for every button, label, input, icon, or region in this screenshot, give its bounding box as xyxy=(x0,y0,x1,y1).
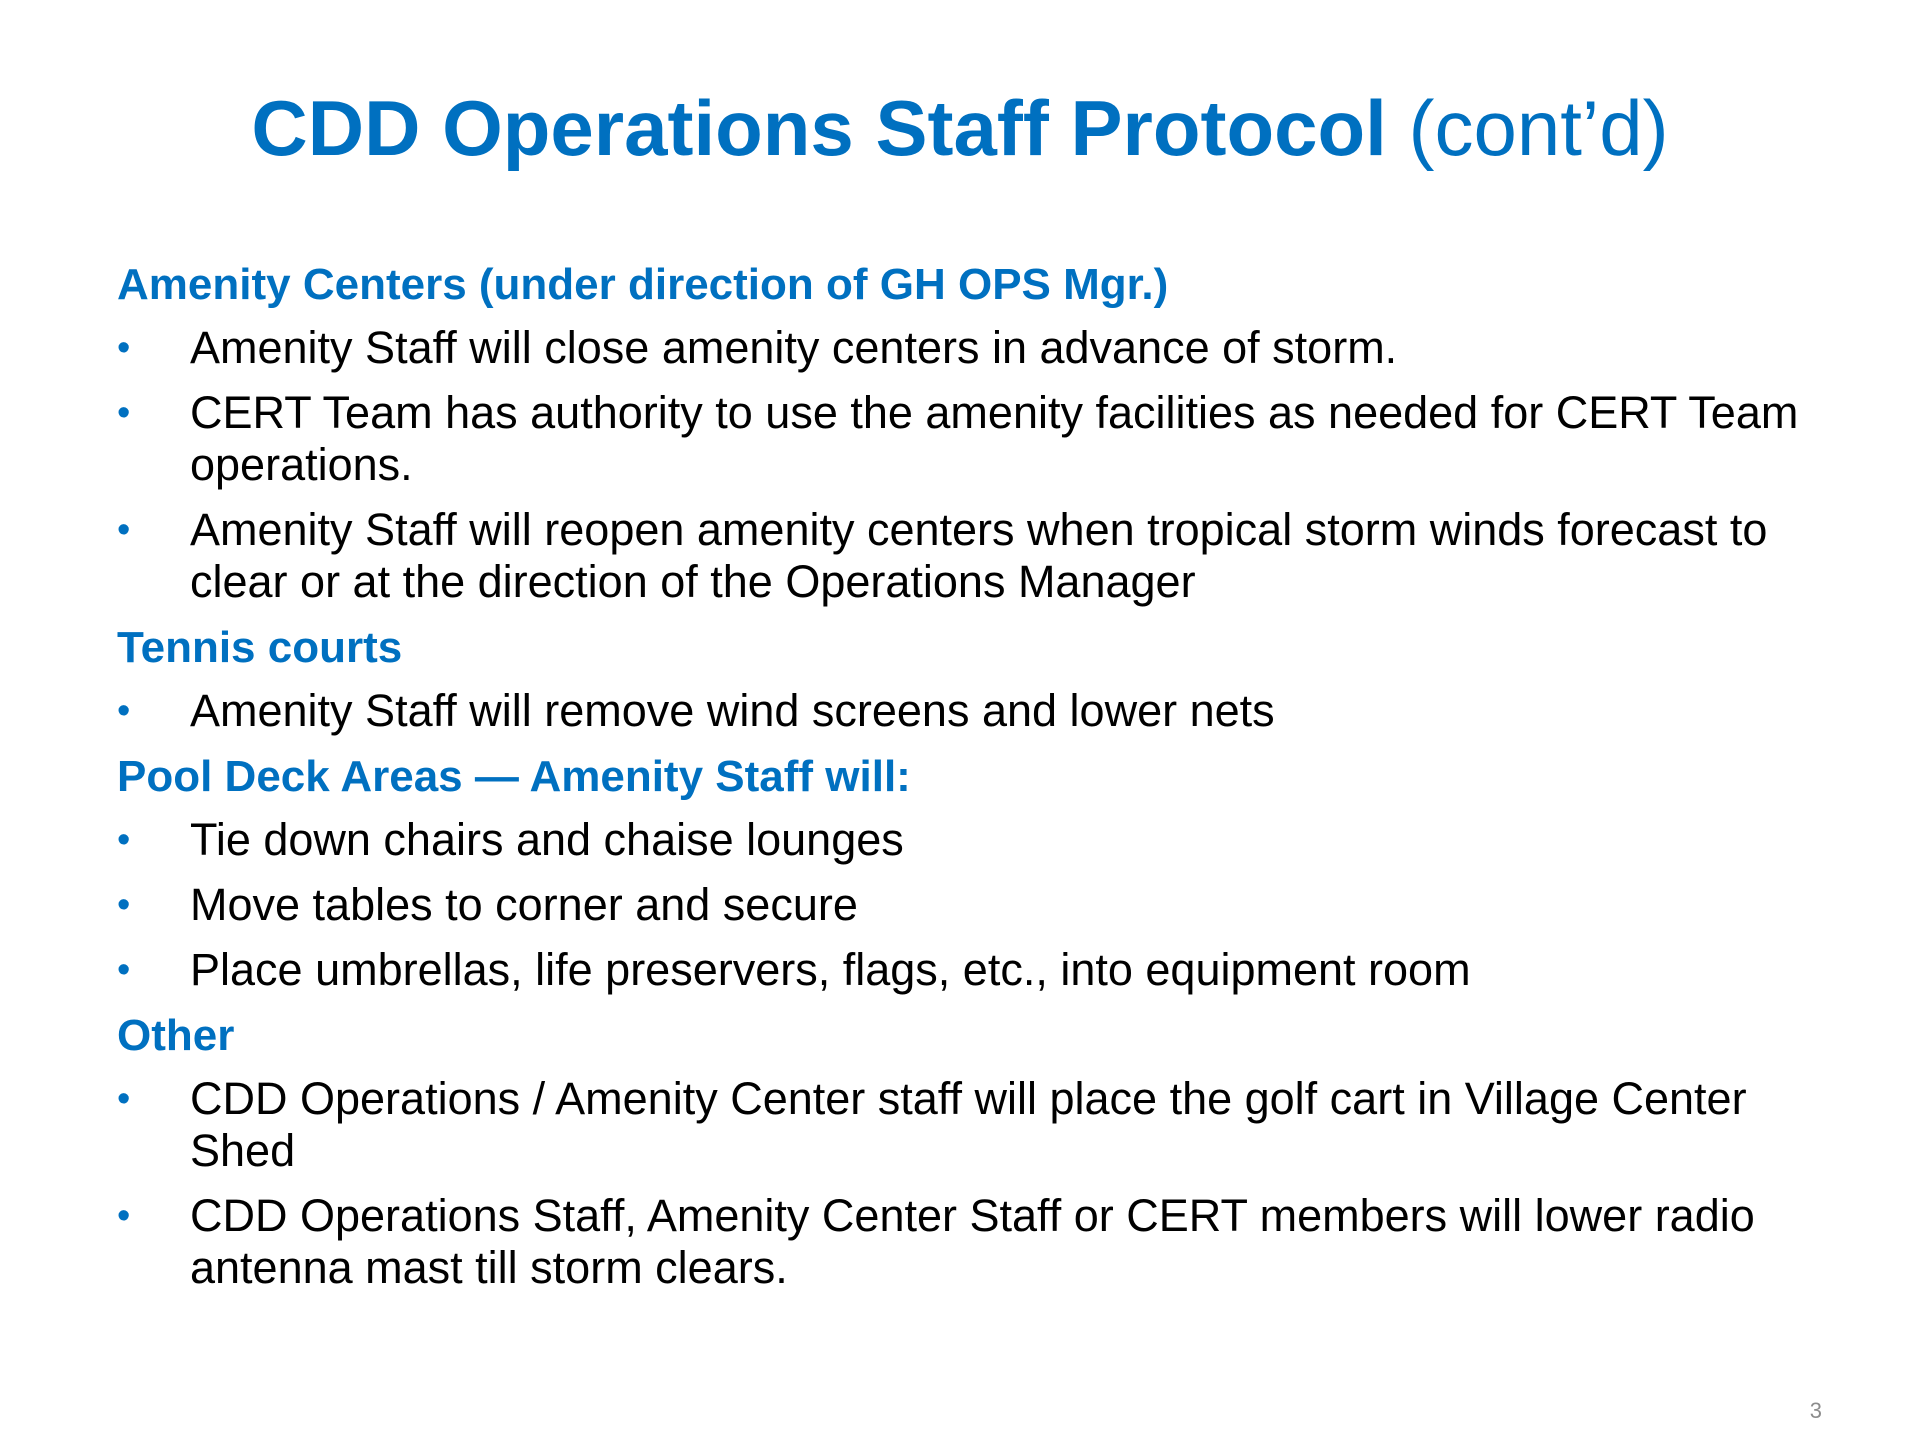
bullet-item xyxy=(117,1073,1817,1177)
bullet-text: CDD Operations / Amenity Center staff will place the golf cart in Village Center Shed xyxy=(190,1073,1747,1176)
slide-title-main: CDD Operations Staff Protocol xyxy=(251,84,1387,172)
bullet-text: CERT Team has authority to use the amenity facilities as needed for CERT Team operations. xyxy=(190,387,1799,490)
bullet-item xyxy=(117,1190,1817,1294)
bullet-item xyxy=(117,322,1817,374)
bullet-list xyxy=(117,1073,1817,1294)
bullet-icon: • xyxy=(117,819,131,861)
slide-title-suffix: (cont’d) xyxy=(1386,84,1669,172)
bullet-icon: • xyxy=(117,884,131,926)
bullet-icon: • xyxy=(117,1195,131,1237)
bullet-item xyxy=(117,814,1817,866)
section-other xyxy=(117,1009,1817,1294)
bullet-icon: • xyxy=(117,509,131,551)
bullet-list xyxy=(117,685,1817,737)
section-amenity-centers xyxy=(117,258,1817,608)
slide-title xyxy=(0,80,1920,176)
bullet-text: Tie down chairs and chaise lounges xyxy=(190,814,904,865)
section-heading: Pool Deck Areas — Amenity Staff will: xyxy=(117,752,911,801)
bullet-text: CDD Operations Staff, Amenity Center Staff or CERT members will lower radio antenna mast till storm clears. xyxy=(190,1190,1755,1293)
section-heading: Tennis courts xyxy=(117,623,403,672)
bullet-item xyxy=(117,879,1817,931)
bullet-icon: • xyxy=(117,690,131,732)
section-tennis-courts xyxy=(117,621,1817,737)
bullet-item xyxy=(117,387,1817,491)
bullet-text: Amenity Staff will remove wind screens and lower nets xyxy=(190,685,1275,736)
section-pool-deck-areas xyxy=(117,750,1817,996)
bullet-text: Move tables to corner and secure xyxy=(190,879,858,930)
bullet-item xyxy=(117,944,1817,996)
bullet-list xyxy=(117,814,1817,996)
bullet-list xyxy=(117,322,1817,608)
bullet-text: Amenity Staff will close amenity centers in advance of storm. xyxy=(190,322,1398,373)
bullet-text: Place umbrellas, life preservers, flags, etc., into equipment room xyxy=(190,944,1471,995)
bullet-icon: • xyxy=(117,949,131,991)
bullet-icon: • xyxy=(117,1078,131,1120)
bullet-icon: • xyxy=(117,327,131,369)
bullet-text: Amenity Staff will reopen amenity centers when tropical storm winds forecast to clear or at the direction of the Operations Manager xyxy=(190,504,1768,607)
slide-content xyxy=(117,258,1817,1307)
bullet-icon: • xyxy=(117,392,131,434)
page-number: 3 xyxy=(1809,1398,1822,1423)
bullet-item xyxy=(117,504,1817,608)
section-heading: Other xyxy=(117,1011,235,1060)
section-heading: Amenity Centers (under direction of GH OPS Mgr.) xyxy=(117,260,1169,309)
bullet-item xyxy=(117,685,1817,737)
